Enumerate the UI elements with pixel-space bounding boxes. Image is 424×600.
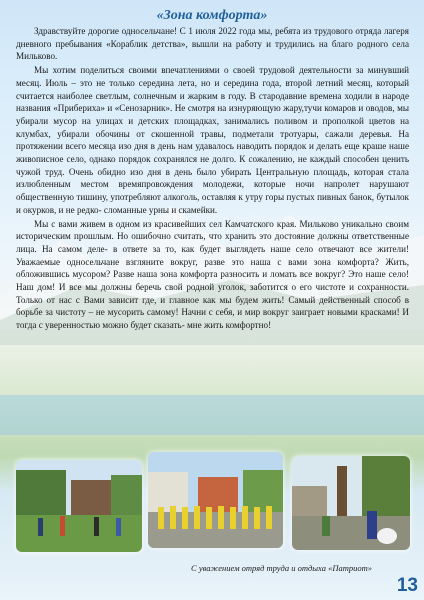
photo-strip [0,452,424,552]
group-photo [148,452,283,548]
article-paragraph: Здравствуйте дорогие односельчане! С 1 июля 2022 года мы, ребята из трудового отряда лагеря дневного пребывания «Кораблик детства», вышли на работу и трудились на благо родного села Мильково. [16,26,409,62]
article-body [16,25,409,333]
page-title: «Зона комфорта» [156,8,268,23]
workers-near-houses-photo [16,460,142,552]
page-number: 13 [396,575,418,596]
cleanup-photo [292,456,410,550]
signature: С уважением отряд труда и отдыха «Патриот» [191,563,372,573]
article-paragraph: Мы с вами живем в одном из красивейших сел Камчатского края. Мильково уникально своим историческим прошлым. Но ошибочно считать, что хранить это достояние должны ответственные лица. На самом деле- в ответе за то, как будет выглядеть наше село отвечают все жители! Уважаемые односельчане взгляните вокруг, разве это наша с вами зона комфорта? Жить, обложившись мусором? Разве наша зона комфорта разносить и ломать все вокруг? Это наше село! Наш дом! И все мы должны беречь свой родной уголок, заботится о его чистоте и сохранности. Только от нас с Вами зависит где, и главное как мы будем жить! Самый действенный способ в борьбе за чистоту – не мусорить самому! Начни с себя, и мир вокруг заиграет новыми красками! И тогда с уверенностью можно будет сказать- мне жить комфортно! [16,218,409,331]
article-paragraph: Мы хотим поделиться своими впечатлениями о своей трудовой деятельности за минувший месяц. Июль – это не только середина лета, но и середина года, второй летний месяц, который считается наиболее светлым, солнечным и жарким в году. В стародавние времена ходили в народе названия «Прибериха» и «Сенозарник». Не смотря на изнуряющую жару,тучи комаров и оводов, мы убирали мусор на улицах и детских площадках, занимались поливом и прополкой цветов на клумбах, убирали обочины от скошенной травы, подметали тротуары, сажали деревья. На протяжении всего месяца изо дня в день нам удавалось наводить порядок и делать еще краше наше живописное село, однако порядок сохранялся не долго. К сожалению, не каждый способен ценить чужой труд. Очень обидно изо дня в день было убирать Центральную площадь, которая стала излюбленным местом времяпровождения молодежи, которые ночи напролет нарушают общественную тишину, употребляют алкоголь, оставляя к утру горы пустых пивных банок, бутылок и окурков, и не редко- сломанные урны и скамейки. [16,65,409,215]
